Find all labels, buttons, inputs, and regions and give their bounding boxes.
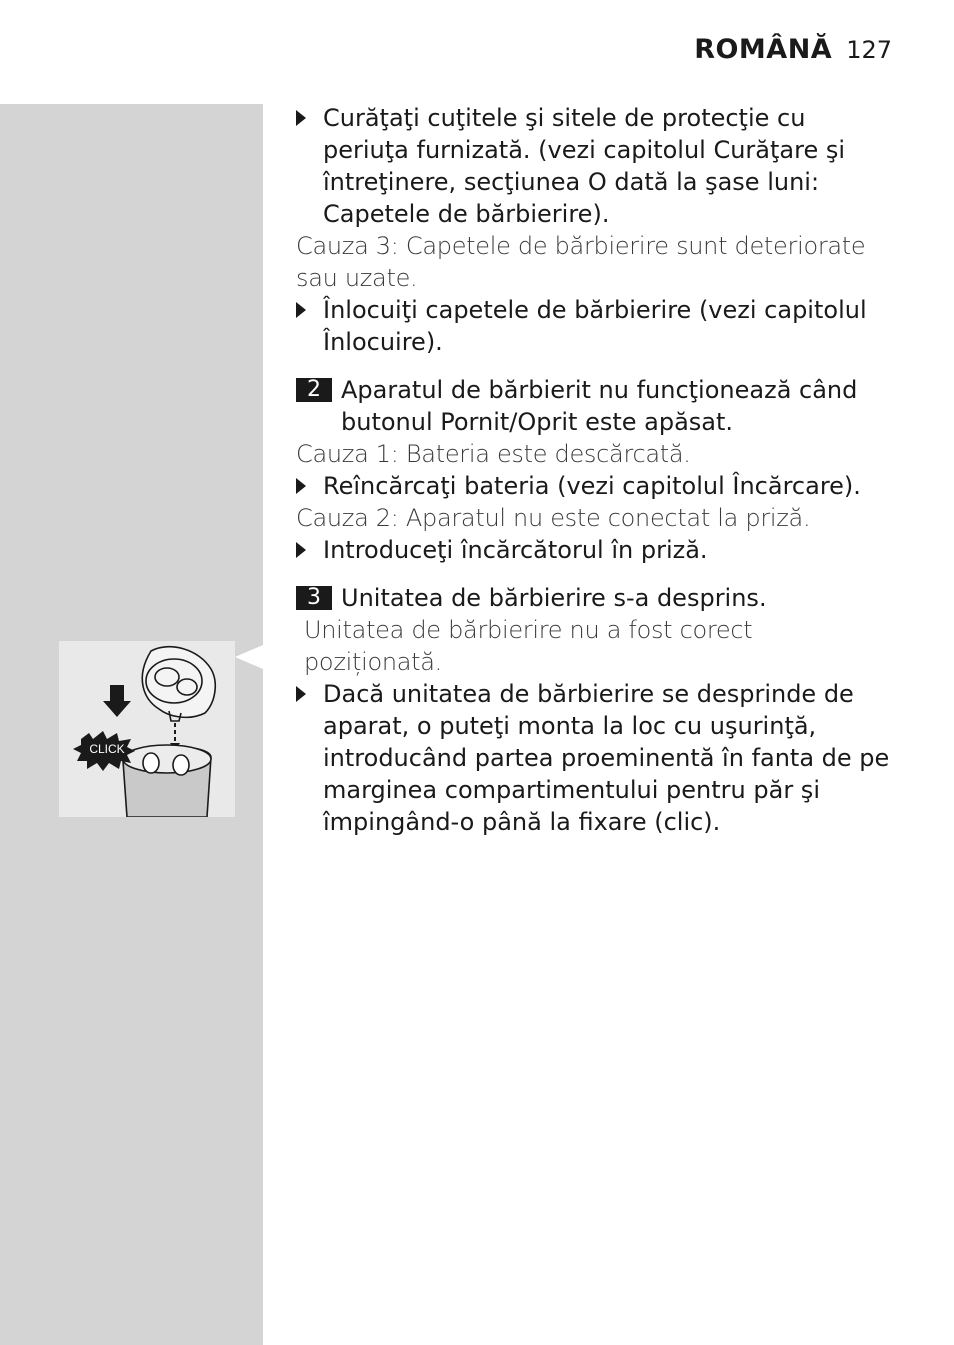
cause-text: Cauza 1: Bateria este descărcată. bbox=[296, 440, 691, 468]
cause-text: Unitatea de bărbierire nu a fost corect poziționată. bbox=[304, 616, 753, 676]
shaving-unit-drawing bbox=[59, 641, 235, 817]
cause-text: Cauza 3: Capetele de bărbierire sunt deteriorate sau uzate. bbox=[296, 232, 866, 292]
shaver-body-icon bbox=[123, 745, 211, 817]
page-header bbox=[694, 34, 892, 74]
shaving-unit-illustration bbox=[59, 641, 235, 817]
bullet-icon bbox=[296, 686, 306, 702]
problem-title: Aparatul de bărbierit nu funcţionează când butonul Pornit/Oprit este apăsat. bbox=[341, 376, 858, 436]
problem-step-3 bbox=[296, 582, 896, 614]
figure-pointer bbox=[235, 645, 263, 669]
bullet-icon bbox=[296, 302, 306, 318]
language-title: ROMÂNĂ bbox=[694, 34, 833, 65]
troubleshooting-content bbox=[296, 102, 896, 838]
shaving-head-icon bbox=[142, 647, 215, 721]
list-item: Reîncărcaţi bateria (vezi capitolul Încărcare). bbox=[296, 470, 896, 502]
bullet-icon bbox=[296, 110, 306, 126]
step-number: 3 bbox=[296, 586, 332, 610]
list-item: Introduceţi încărcătorul în priză. bbox=[296, 534, 896, 566]
page-number: 127 bbox=[846, 36, 892, 64]
problem-title: Unitatea de bărbierire s-a desprins. bbox=[341, 584, 767, 612]
cause-text: Cauza 2: Aparatul nu este conectat la priză. bbox=[296, 504, 811, 532]
list-item: Înlocuiţi capetele de bărbierire (vezi capitolul Înlocuire). bbox=[296, 294, 896, 358]
step-number: 2 bbox=[296, 378, 332, 402]
problem-step-2 bbox=[296, 374, 896, 438]
click-label: CLICK bbox=[89, 742, 125, 756]
bullet-icon bbox=[296, 542, 306, 558]
bullet-icon bbox=[296, 478, 306, 494]
down-arrow-icon bbox=[103, 685, 131, 717]
list-item: Dacă unitatea de bărbierire se desprinde de aparat, o puteţi monta la loc cu uşurinţă, introducând partea proeminentă în fanta de pe marginea compartimentului pentru păr şi împingând-o până la fixare (clic). bbox=[296, 678, 896, 838]
list-item: Curăţaţi cuţitele şi sitele de protecţie cu periuţa furnizată. (vezi capitolul Curăţare şi întreţinere, secţiunea O dată la şase luni: Capetele de bărbierire). bbox=[296, 102, 896, 230]
